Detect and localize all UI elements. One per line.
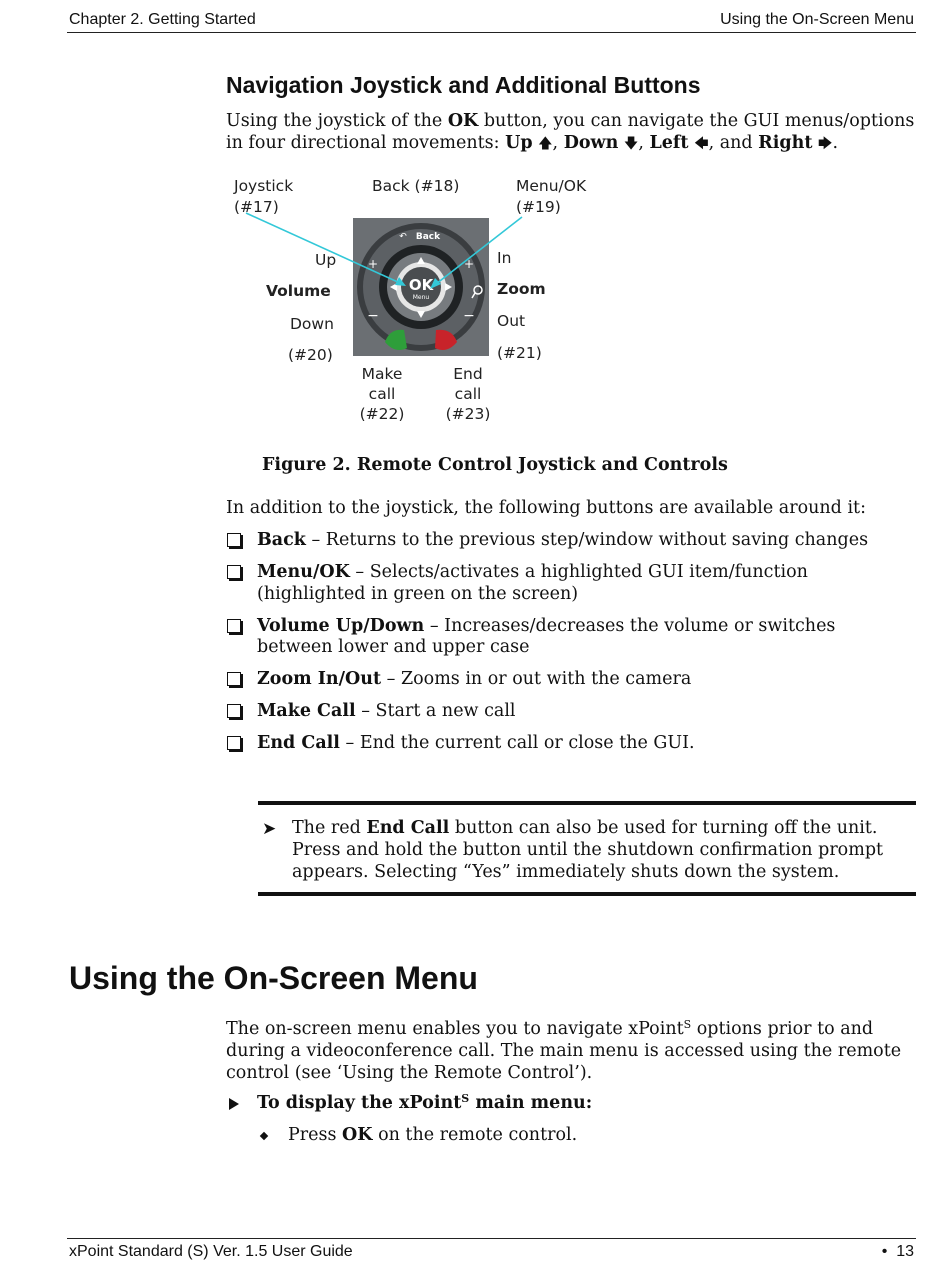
list-item: Volume Up/Down – Increases/decreases the volume or switches between lower and upper case [226,616,916,659]
page-header [67,10,916,33]
label-zoom: Zoom [497,280,546,298]
footer-guide-title: xPoint Standard (S) Ver. 1.5 User Guide [69,1243,353,1260]
list-item: End Call – End the current call or close the GUI. [226,733,916,755]
checkbox-bullet-icon [227,672,241,686]
ok-button-label: OK [408,276,434,294]
menu-section-title: Using the On-Screen Menu [69,960,478,996]
label-menu-ok: Menu/OK [516,177,587,195]
label-end-call: End call (#23) [445,365,491,423]
list-intro: In addition to the joystick, the following buttons are available around it: [226,498,866,518]
label-volume-num: (#20) [288,346,333,364]
arrow-right-icon: 🡆 [818,136,833,152]
procedure-step: Press OK on the remote control. [258,1125,577,1145]
label-in: In [497,249,512,267]
label-out: Out [497,312,526,330]
button-list [226,530,916,765]
procedure-heading: To display the xPoint$^S$ main menu: [226,1093,592,1113]
checkbox-bullet-icon [227,736,241,750]
list-item: Menu/OK – Selects/activates a highlighted GUI item/function (highlighted in green on the screen) [226,562,916,605]
note-box [258,801,916,896]
back-button-label: Back [415,232,441,242]
checkbox-bullet-icon [227,619,241,633]
label-joystick-num: (#17) [234,198,279,216]
header-chapter: Chapter 2. Getting Started [69,11,256,28]
diamond-bullet-icon [260,1132,268,1140]
label-volume: Volume [266,282,331,300]
note-text: The red End Call button can also be used for turning off the unit. Press and hold the button until the shutdown confirmation prompt appears. Selecting “Yes” immediately shuts down the system. [292,818,884,882]
label-up: Up [315,251,337,269]
arrow-down-icon: 🡇 [623,136,639,152]
section-title: Navigation Joystick and Additional Buttons [226,72,701,98]
label-down: Down [290,315,334,333]
arrow-left-icon: 🡄 [694,136,709,152]
intro-paragraph: Using the joystick of the OK button, you can navigate the GUI menus/options in four directional movements: Up 🡅, Down 🡇, Left 🡄, and Right 🡆. [226,111,915,153]
svg-text:−: − [463,308,475,324]
label-menu-ok-num: (#19) [516,198,561,216]
footer-page-number: • 13 [881,1243,914,1260]
checkbox-bullet-icon [227,533,241,547]
checkbox-bullet-icon [227,704,241,718]
header-section: Using the On-Screen Menu [720,11,914,28]
triangle-bullet-icon [229,1098,239,1110]
checkbox-bullet-icon [227,565,241,579]
note-arrow-icon: ➤ [262,819,277,839]
list-item: Back – Returns to the previous step/window without saving changes [226,530,916,552]
arrow-up-icon: 🡅 [538,136,553,152]
list-item: Make Call – Start a new call [226,701,916,723]
list-item: Zoom In/Out – Zooms in or out with the camera [226,669,916,691]
svg-text:−: − [367,308,379,324]
svg-text:+: + [463,257,475,271]
figure-caption: Figure 2. Remote Control Joystick and Controls [262,455,728,475]
label-zoom-num: (#21) [497,344,542,362]
label-back: Back (#18) [372,177,460,195]
svg-text:+: + [367,257,379,271]
page-footer [67,1238,916,1265]
remote-joystick-graphic [230,172,560,430]
menu-section-paragraph: The on-screen menu enables you to navigate xPoint$^S$ options prior to and during a videoconference call. The main menu is accessed using the remote control (see ‘Using the Remote Control’). [226,1018,902,1083]
label-make-call: Make call (#22) [359,365,405,423]
svg-text:↶: ↶ [399,231,407,241]
menu-button-label: Menu [412,294,430,301]
label-joystick: Joystick [234,177,294,195]
remote-control-figure [230,172,587,430]
